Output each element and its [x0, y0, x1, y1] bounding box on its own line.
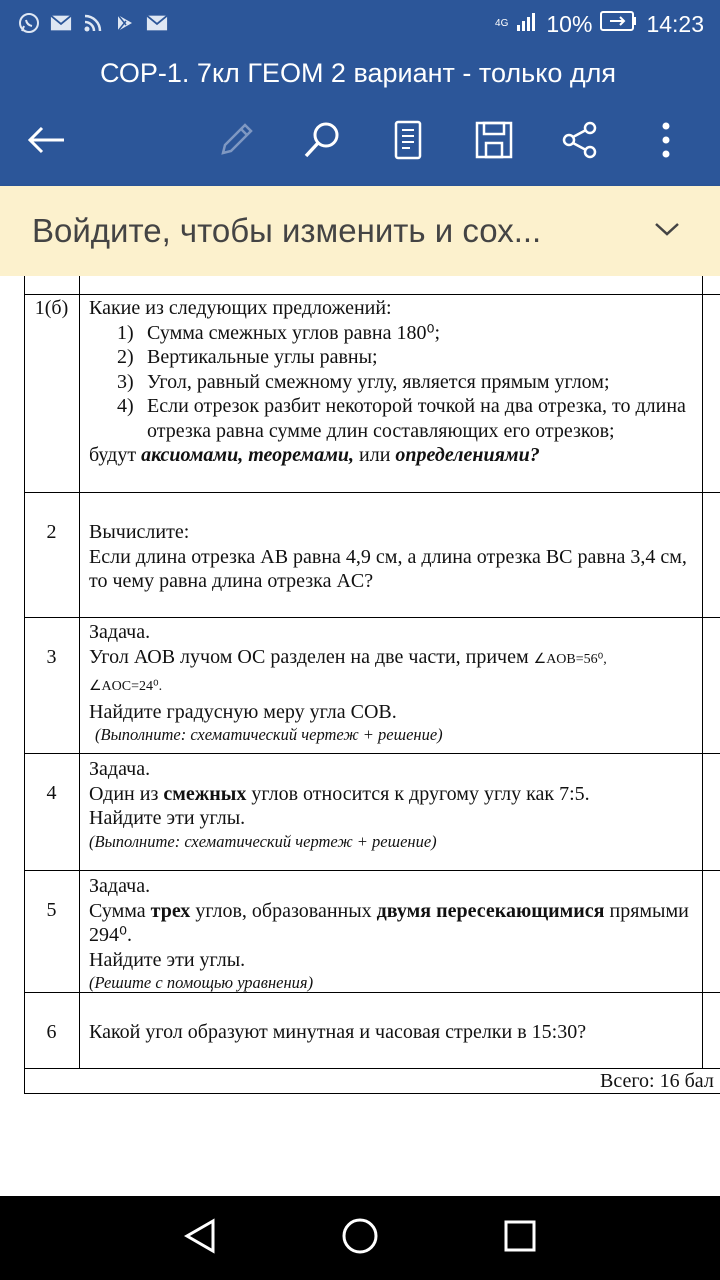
more-options-button[interactable]	[642, 118, 690, 166]
save-button[interactable]	[470, 118, 518, 166]
expand-banner-button[interactable]	[650, 214, 684, 248]
task-heading: Вычислите:	[89, 521, 190, 543]
table-row-divider	[24, 753, 720, 754]
list-item: 1) Сумма смежных углов равна 180⁰;	[117, 321, 441, 344]
task-text: Один из смежных углов относится к другому углу как 7:5.	[89, 782, 590, 805]
back-nav-button[interactable]	[176, 1214, 224, 1262]
task-heading: Задача.	[89, 875, 151, 897]
triangle-back-icon	[183, 1218, 217, 1259]
task-6-content	[89, 1020, 699, 1045]
table-row-divider	[24, 870, 720, 871]
task-5-content	[89, 874, 699, 994]
circle-home-icon	[341, 1217, 379, 1260]
task-2-content	[89, 520, 699, 594]
task-intro: Какие из следующих предложений:	[89, 297, 392, 319]
task-question: Найдите эти углы.	[89, 948, 246, 971]
pencil-icon	[217, 121, 255, 164]
list-item: 3) Угол, равный смежному углу, является прямым углом;	[117, 370, 610, 393]
task-heading: Задача.	[89, 621, 151, 643]
mail-icon	[146, 12, 168, 34]
table-row-divider	[24, 294, 720, 295]
network-type: 4G	[495, 18, 509, 29]
task-1b-content	[89, 296, 699, 468]
signal-icon	[516, 10, 538, 38]
battery-icon	[600, 10, 638, 38]
task-number: 5	[46, 899, 57, 921]
task-question: Найдите эти углы.	[89, 807, 246, 829]
task-question: Найдите градусную меру угла СОВ.	[89, 700, 397, 723]
sign-in-banner[interactable]	[0, 186, 720, 276]
navigation-bar	[0, 1196, 720, 1280]
document-page[interactable]	[0, 276, 720, 1196]
clock: 14:23	[646, 10, 704, 37]
task-text: Если длина отрезка AB равна 4,9 см, а длина отрезка BC равна 3,4 см, то чему равна длина отрезка AC?	[89, 545, 687, 592]
app-bar	[0, 48, 720, 186]
square-recents-icon	[503, 1219, 537, 1258]
battery-percent: 10%	[546, 10, 593, 37]
share-icon	[561, 121, 599, 164]
floppy-disk-icon	[475, 121, 513, 164]
banner-text: Войдите, чтобы изменить и сох...	[32, 212, 542, 249]
table-column-divider	[79, 276, 80, 1068]
play-store-icon	[114, 12, 136, 34]
table-row-divider	[24, 617, 720, 618]
statement-list	[117, 321, 699, 444]
task-number: 2	[46, 521, 57, 543]
status-bar	[0, 0, 720, 48]
task-number: 1(б)	[34, 297, 69, 319]
task-number: 3	[46, 646, 57, 668]
task-note: (Выполните: схематический чертеж + решение)	[89, 831, 437, 851]
task-outro: будут аксиомами, теоремами, или определениями?	[89, 444, 540, 466]
task-text: Какой угол образуют минутная и часовая стрелки в 15:30?	[89, 1021, 587, 1043]
phone-document-icon	[393, 120, 423, 165]
arrow-left-icon	[26, 125, 66, 160]
home-button[interactable]	[336, 1214, 384, 1262]
rss-icon	[82, 12, 104, 34]
task-text: Угол АОВ лучом ОС разделен на две части, причем ∠AOB=56⁰, ∠AOC=24⁰.	[89, 645, 607, 694]
mail-icon	[50, 12, 72, 34]
edit-button[interactable]	[212, 118, 260, 166]
recents-button[interactable]	[496, 1214, 544, 1262]
task-heading: Задача.	[89, 758, 151, 780]
whatsapp-icon	[18, 12, 40, 34]
share-button[interactable]	[556, 118, 604, 166]
chevron-down-icon	[654, 221, 680, 242]
task-3-content	[89, 620, 699, 746]
task-text: Сумма трех углов, образованных двумя пересекающимися прямыми 294⁰.	[89, 899, 689, 946]
task-number: 6	[46, 1021, 57, 1043]
task-note: (Решите с помощью уравнения)	[89, 973, 314, 992]
search-button[interactable]	[298, 118, 346, 166]
more-vertical-icon	[661, 122, 671, 163]
table-bottom-border	[24, 1093, 720, 1094]
table-border-left	[24, 276, 25, 1094]
list-item: 4) Если отрезок разбит некоторой точкой на два отрезка, то длина отрезка равна сумме длин составляющих его отрезков;	[117, 395, 686, 442]
table-row-divider	[24, 1068, 720, 1069]
task-4-content	[89, 757, 699, 853]
total-score: Всего: 16 бал	[600, 1070, 714, 1092]
task-note: (Выполните: схематический чертеж + решение)	[95, 725, 443, 744]
list-item: 2) Вертикальные углы равны;	[117, 346, 378, 368]
back-button[interactable]	[22, 118, 70, 166]
document-title: СОР-1. 7кл ГЕОМ 2 вариант - только для	[100, 58, 616, 88]
table-row-divider	[24, 492, 720, 493]
table-column-divider	[702, 276, 703, 1068]
reading-view-button[interactable]	[384, 118, 432, 166]
search-icon	[302, 120, 342, 165]
task-number: 4	[46, 782, 57, 804]
